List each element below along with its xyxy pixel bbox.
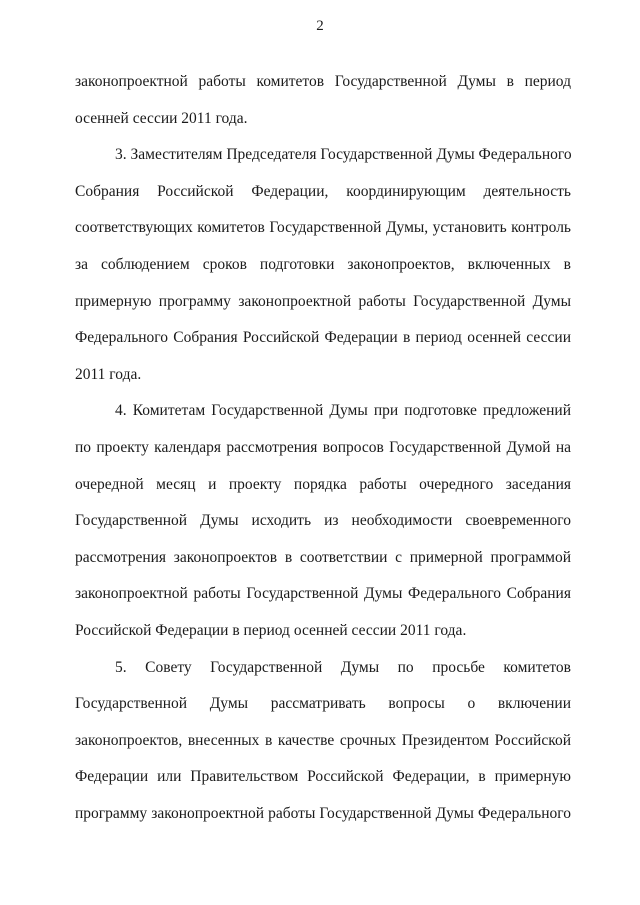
text-line: 2011 года.: [75, 365, 142, 383]
text-line: Федерального Собрания Российской Федерации в период осенней сессии: [75, 329, 571, 347]
text-line: очередной месяц и проекту порядка работы очередного заседания: [75, 475, 571, 493]
text-line: Российской Федерации в период осенней сессии 2011 года.: [75, 621, 467, 639]
text-line: Государственной Думы исходить из необходимости своевременного: [75, 512, 571, 530]
document-body: [75, 70, 571, 838]
text-line: по проекту календаря рассмотрения вопросов Государственной Думой на: [75, 438, 571, 456]
text-line: 4. Комитетам Государственной Думы при подготовке предложений: [115, 402, 571, 420]
text-line: соответствующих комитетов Государственной Думы, установить контроль: [75, 219, 571, 237]
text-line: за соблюдением сроков подготовки законопроектов, включенных в: [75, 255, 571, 273]
text-line: 3. Заместителям Председателя Государственной Думы Федерального: [115, 146, 572, 164]
page-number: 2: [316, 18, 324, 34]
text-line: законопроектной работы комитетов Государственной Думы в период: [75, 73, 571, 90]
text-line: Государственной Думы рассматривать вопросы о включении: [75, 695, 571, 713]
text-line: Федерации или Правительством Российской Федерации, в примерную: [75, 768, 571, 786]
text-line: 5. Совету Государственной Думы по просьбе комитетов: [115, 658, 571, 676]
text-line: законопроектов, внесенных в качестве срочных Президентом Российской: [75, 731, 571, 749]
text-line: законопроектной работы Государственной Думы Федерального Собрания: [75, 585, 571, 603]
text-line: Собрания Российской Федерации, координирующим деятельность: [75, 182, 571, 200]
text-line: примерную программу законопроектной работы Государственной Думы: [75, 292, 571, 310]
text-line: осенней сессии 2011 года.: [75, 109, 248, 127]
text-line: рассмотрения законопроектов в соответствии с примерной программой: [75, 548, 571, 566]
text-line: программу законопроектной работы Государственной Думы Федерального: [75, 804, 571, 822]
